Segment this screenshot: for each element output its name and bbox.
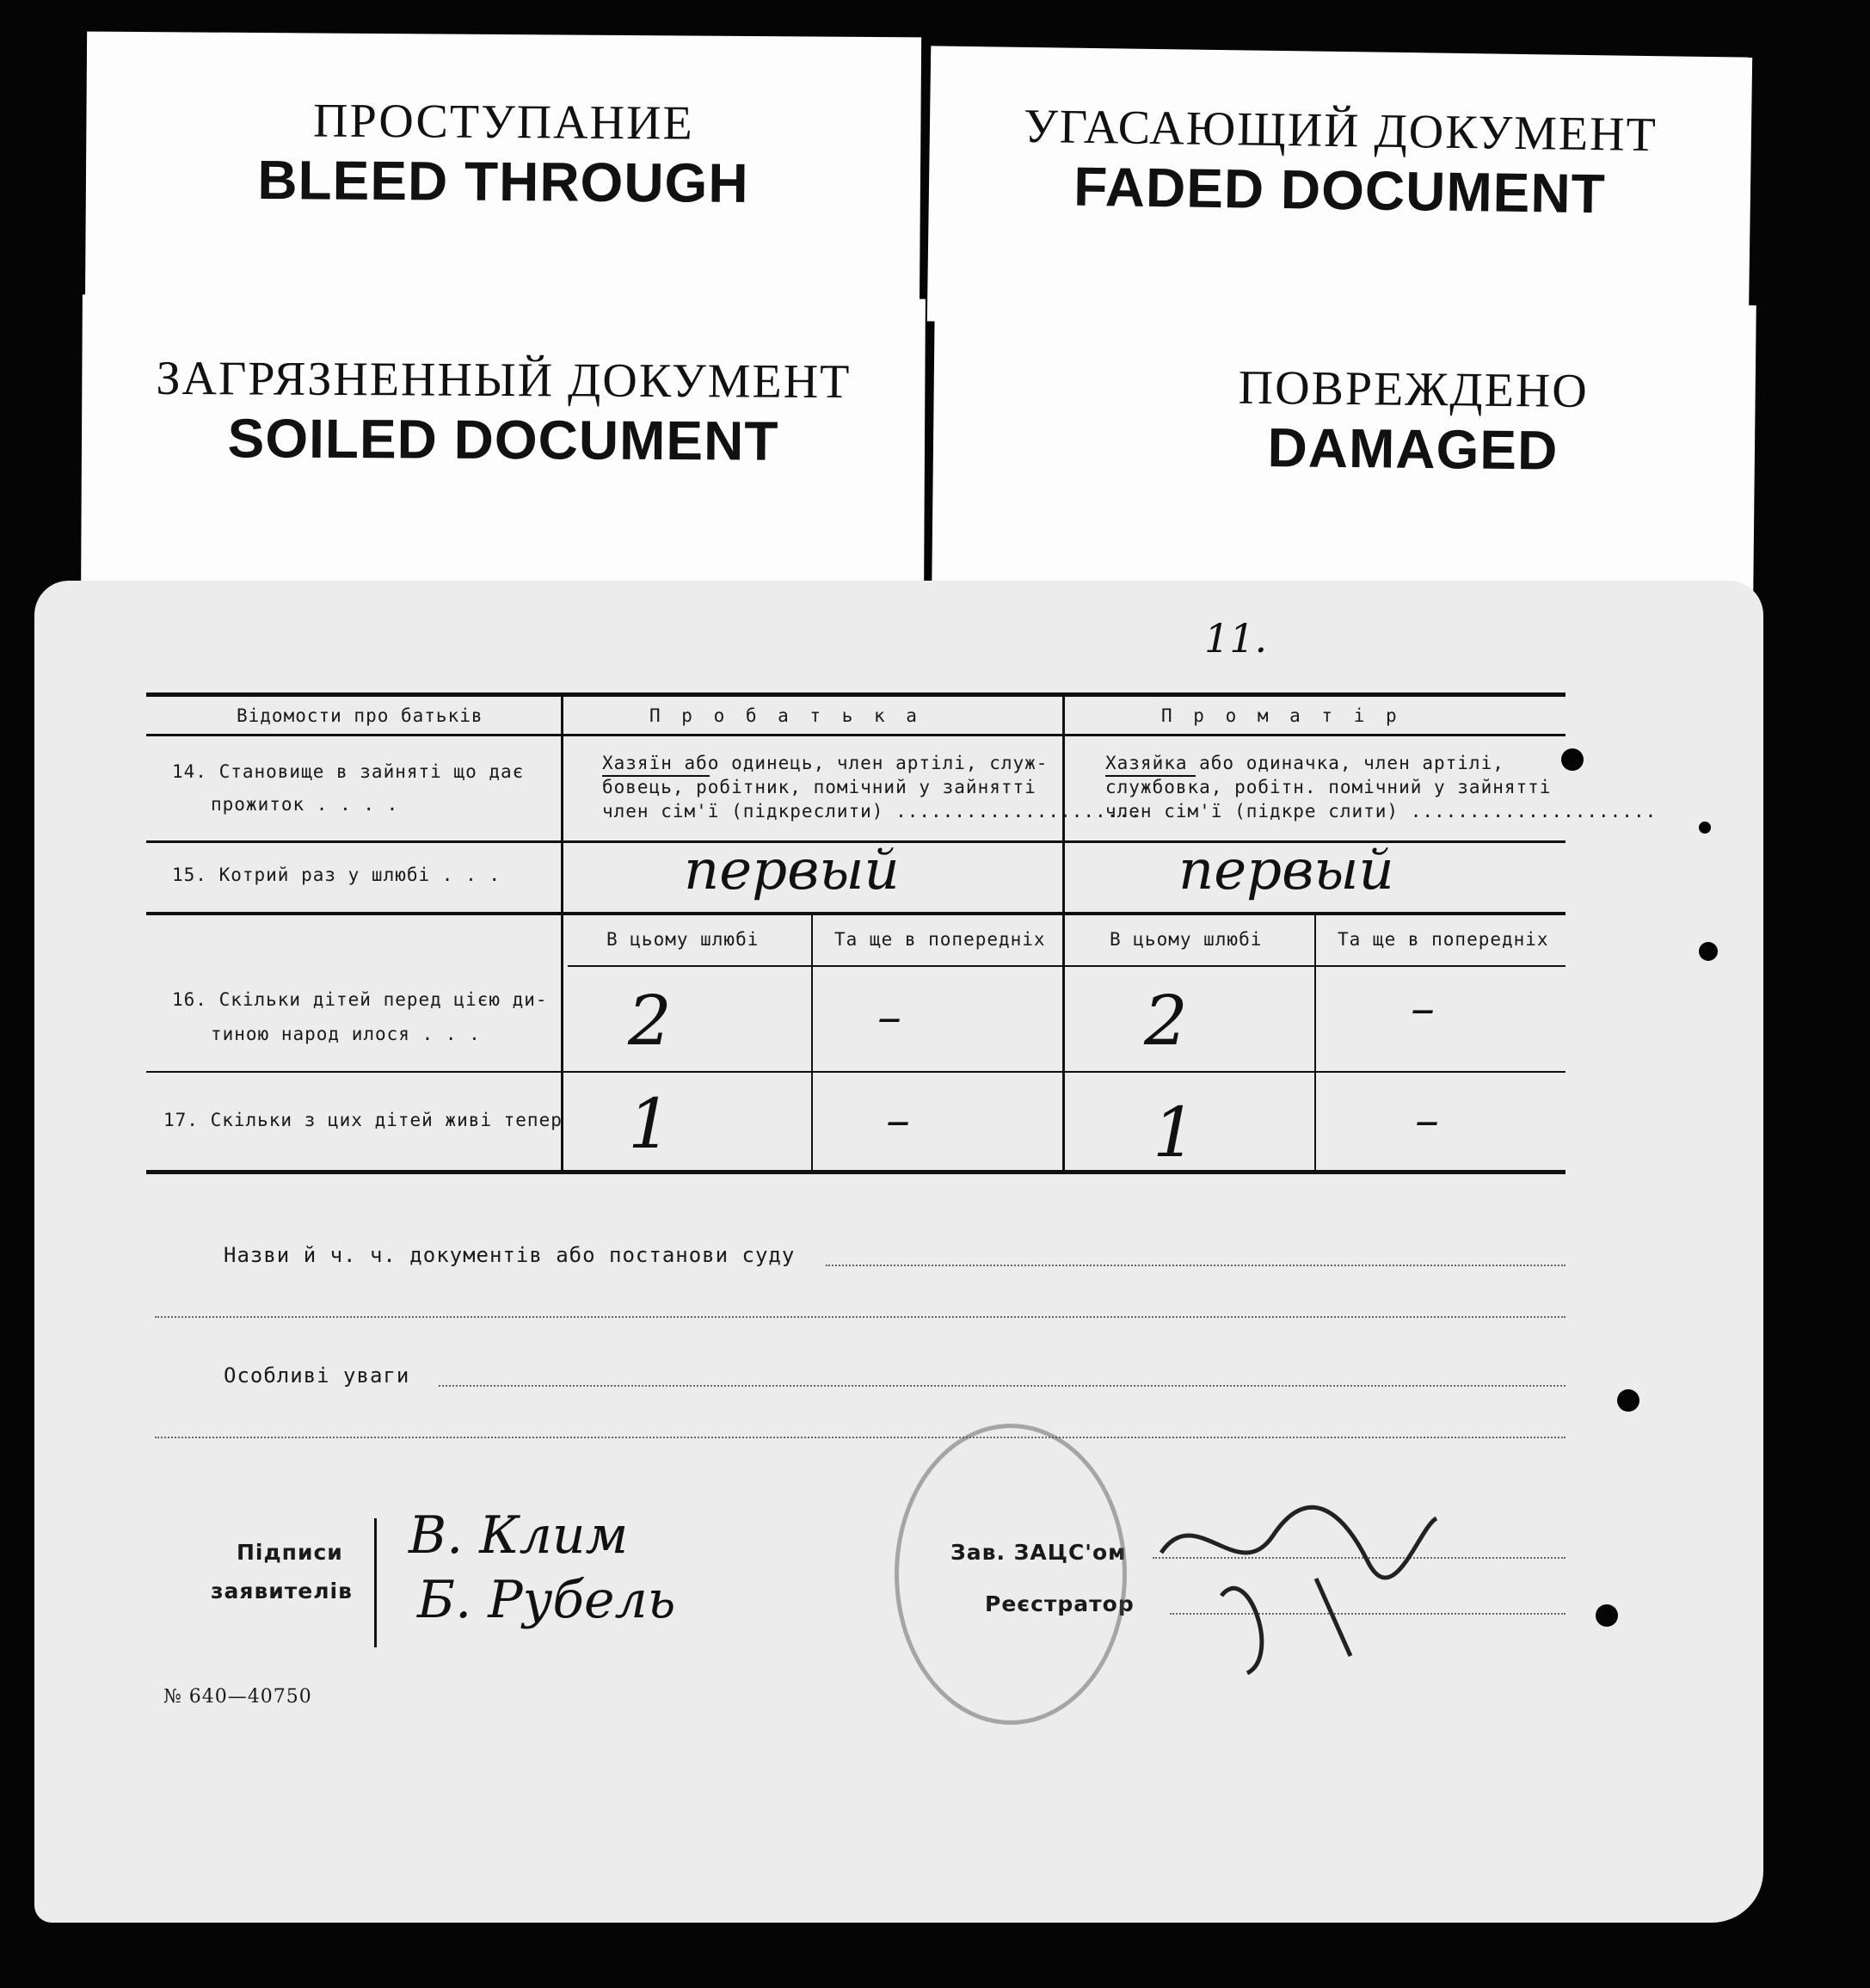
documents-line xyxy=(826,1265,1566,1266)
card-ru-title: ПРОСТУПАНИЕ xyxy=(312,94,694,151)
card-en-title: DAMAGED xyxy=(1267,416,1559,482)
signatures-label: Підписи xyxy=(237,1540,343,1565)
row17-label: 17. Скільки з цих дітей живі тепер xyxy=(163,1110,563,1130)
subheader-previous: Та ще в попередніх xyxy=(1338,929,1549,950)
remarks-line xyxy=(155,1437,1566,1438)
subheader-previous: Та ще в попередніх xyxy=(834,929,1046,950)
row16-value: 2 xyxy=(628,981,672,1061)
punch-hole xyxy=(1596,1604,1618,1627)
remarks-line xyxy=(439,1385,1566,1387)
row15-father-value: первый xyxy=(684,839,900,902)
form-sheet xyxy=(34,581,1763,1923)
row15-label: 15. Котрий раз у шлюбі . . . xyxy=(172,865,501,885)
row16-value: 2 xyxy=(1144,981,1188,1061)
form-number: № 640—40750 xyxy=(163,1686,312,1708)
header-father: П р о б а т ь к а xyxy=(649,705,922,726)
corner-mark: 11. xyxy=(1204,615,1268,662)
card-ru-title: УГАСАЮЩИЙ ДОКУМЕНТ xyxy=(1023,99,1658,163)
documents-line xyxy=(155,1316,1566,1318)
row16-label-cont: тиною народ илося . . . xyxy=(211,1024,481,1044)
row14-father-options: Хазяїн або одинець, член артілі, служ- xyxy=(602,753,1049,773)
card-damaged xyxy=(932,297,1756,598)
header-info: Відомости про батьків xyxy=(237,705,483,726)
row14-father-options-cont: бовець, робітник, помічний у зайнятті xyxy=(602,777,1036,797)
official-stamp xyxy=(895,1424,1127,1725)
documents-label: Назви й ч. ч. документів або постанови суду xyxy=(224,1243,796,1267)
signatures-brace xyxy=(374,1518,377,1647)
card-bleed-through xyxy=(85,32,921,322)
row14-father-options-end: член сім'ї (підкреслити) ..................... xyxy=(602,801,1142,822)
col-divider-2 xyxy=(1062,692,1065,1174)
col-divider-4 xyxy=(1314,914,1316,1172)
punch-hole xyxy=(1617,1389,1639,1412)
table-header-rule xyxy=(146,734,1566,736)
row14-mother-options: Хазяйка або одиначка, член артілі, xyxy=(1105,753,1504,773)
table-top-rule xyxy=(146,692,1566,697)
mother-underline xyxy=(1105,775,1196,777)
punch-hole xyxy=(1561,748,1584,771)
registrar-label: Реєстратор xyxy=(985,1591,1135,1616)
card-en-title: BLEED THROUGH xyxy=(257,149,749,214)
card-soiled-document xyxy=(81,294,926,591)
punch-hole xyxy=(1699,942,1718,961)
signature-1: В. Клим xyxy=(409,1505,629,1566)
signature-2: Б. Рубель xyxy=(417,1570,676,1630)
punch-hole xyxy=(1699,822,1711,834)
signatures-label-cont: заявителів xyxy=(211,1579,353,1603)
row14-mother-options-end: член сім'ї (підкре слити) ..................... xyxy=(1105,801,1658,822)
row16-value: – xyxy=(877,989,901,1045)
row17-value: – xyxy=(886,1092,910,1148)
row16-value: – xyxy=(1411,981,1435,1037)
card-faded-document xyxy=(927,46,1752,332)
row17-value: 1 xyxy=(628,1084,672,1164)
father-underline xyxy=(602,775,710,777)
registrar-signature xyxy=(1144,1484,1454,1690)
card-en-title: SOILED DOCUMENT xyxy=(227,407,779,472)
row17-value: 1 xyxy=(1153,1092,1196,1172)
row14-label: 14. Становище в зайняті що дає xyxy=(172,761,525,782)
head-label: Зав. ЗАЦС'ом xyxy=(950,1540,1127,1565)
row16-rule xyxy=(146,1071,1566,1073)
subheader-this-marriage: В цьому шлюбі xyxy=(1110,929,1263,950)
row15-rule xyxy=(146,912,1566,915)
table-bottom-rule xyxy=(146,1170,1566,1174)
row15-mother-value: первый xyxy=(1178,839,1394,902)
card-ru-title: ПОВРЕЖДЕНО xyxy=(1238,360,1590,418)
subheader-rule xyxy=(568,965,1566,967)
row14-label-cont: прожиток . . . . xyxy=(211,794,399,815)
row16-label: 16. Скільки дітей перед цією ди- xyxy=(172,989,548,1010)
col-divider-1 xyxy=(561,692,563,1174)
col-divider-3 xyxy=(811,914,813,1172)
card-ru-title: ЗАГРЯЗНЕННЫЙ ДОКУМЕНТ xyxy=(156,351,852,409)
subheader-this-marriage: В цьому шлюбі xyxy=(606,929,760,950)
card-en-title: FADED DOCUMENT xyxy=(1073,155,1607,225)
remarks-label: Особливі уваги xyxy=(224,1363,410,1388)
header-mother: П р о м а т і р xyxy=(1161,705,1402,726)
row17-value: – xyxy=(1415,1092,1439,1148)
row14-mother-options-cont: службовка, робітн. помічний у зайнятті xyxy=(1105,777,1552,797)
